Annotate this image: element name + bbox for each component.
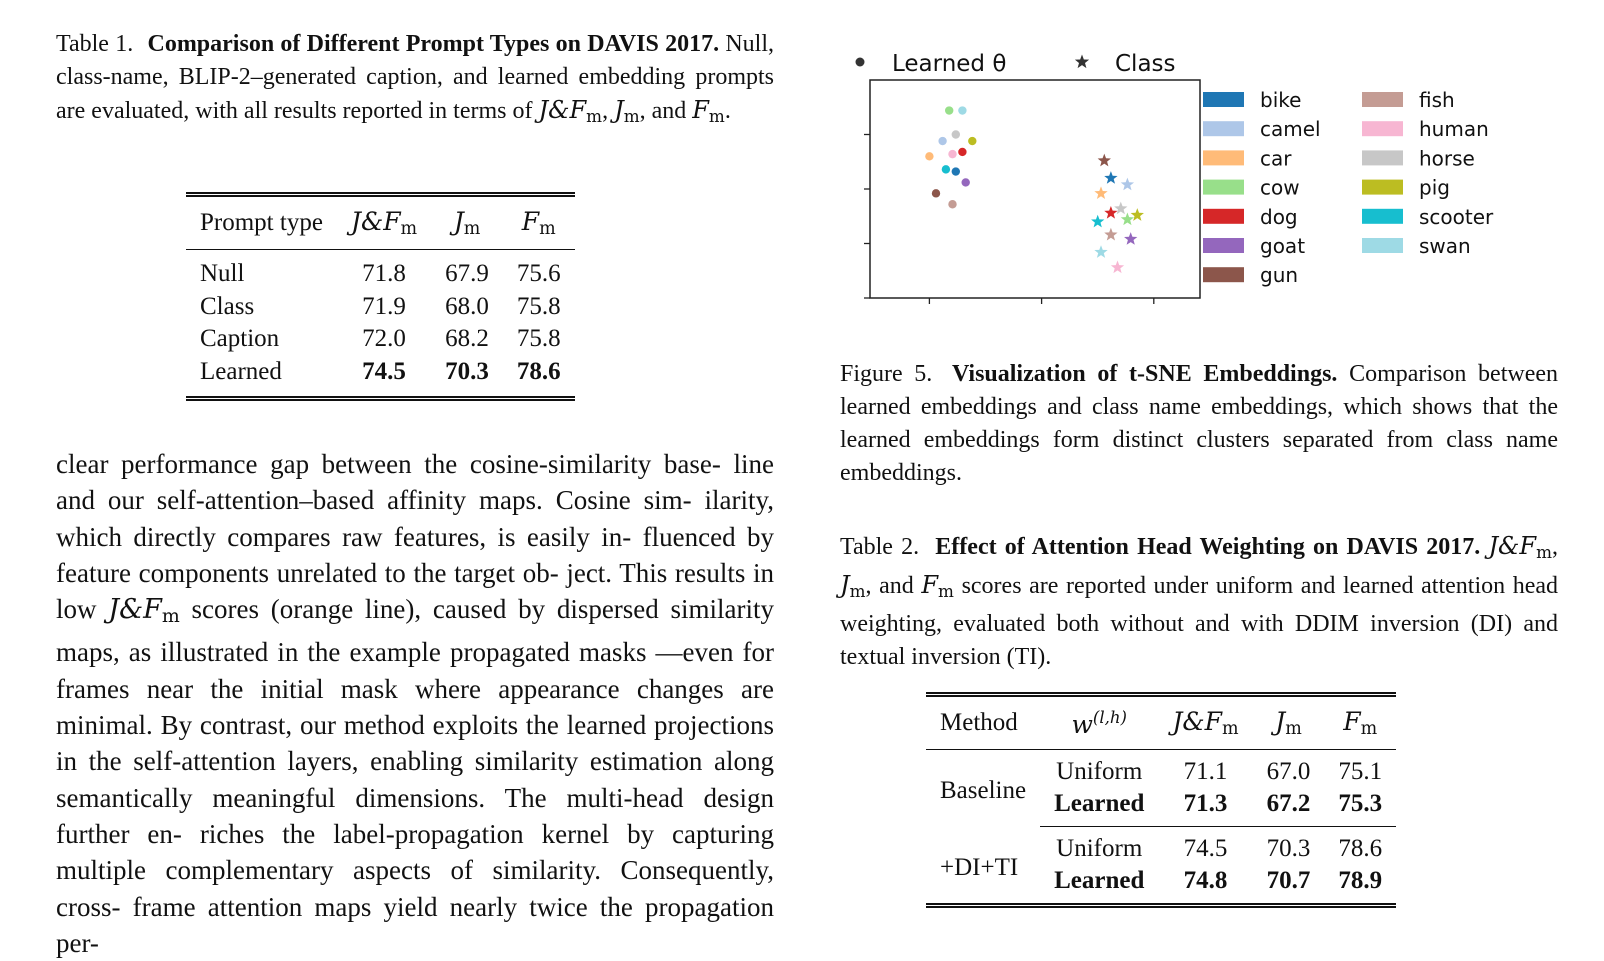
legend-label-car: car <box>1260 146 1292 171</box>
t2-cell-f: 78.6 <box>1338 835 1383 862</box>
legend-label-swan: swan <box>1419 234 1471 258</box>
table1 <box>186 192 575 401</box>
learned-point-swan <box>958 106 966 114</box>
learned-point-camel <box>938 137 946 145</box>
t1-cell-jf: 72.0 <box>362 325 406 353</box>
legend-learned-label: Learned θ <box>892 51 1007 77</box>
legend-label-camel: camel <box>1260 117 1321 142</box>
table1-desc: Null, class-name, BLIP-2–generated caption, and learned embedding prompts are evaluated, with all results reported in terms of <box>56 31 775 124</box>
class-point-bike <box>1104 171 1117 184</box>
legend-label-dog: dog <box>1260 204 1298 229</box>
legend-label-human: human <box>1419 117 1489 142</box>
legend-swatch-dog <box>1203 209 1244 224</box>
legend-swatch-fish <box>1362 92 1403 107</box>
t2-cell-f: 75.1 <box>1338 758 1383 785</box>
body-paragraph: clear performance gap between the cosine-similarity base- line and our self-attention–based affinity maps. Cosine sim- ilarity, which directly compares raw features, is easily in- fluenced by feature components unrelated to the target ob- ject. This results in low $J\&F_m$ scores (orange line), caused by dispersed similarity maps, as illustrated in the example propagated masks —even for frames near the initial mask where appearance changes are minimal. By contrast, our method exploits the learned projections in the self-attention layers, enabling similarity estimation along semantically meaningful dimensions. The multi-head design further en- riches the label-propagation kernel by capturing multiple complementary aspects of similarity. Consequently, cross- frame attention maps yield nearly twice the propagation per- <box>56 449 775 958</box>
t1-cell-f: 75.8 <box>516 325 561 353</box>
t2-header-jf: $J\&F_m$ <box>1158 695 1252 750</box>
plot-frame <box>870 80 1200 298</box>
table-row <box>186 323 575 356</box>
t2-cell-w: Uniform <box>1056 758 1143 785</box>
legend-label-goat: goat <box>1260 234 1306 258</box>
t2-header-f: $F_m$ <box>1324 695 1396 750</box>
figure5-title: Visualization of t-SNE Embeddings. <box>951 361 1338 387</box>
t2-cell-j: 67.2 <box>1253 788 1325 827</box>
legend-label-fish: fish <box>1419 88 1455 112</box>
table-row <box>186 291 575 324</box>
math-jf: $J\&F_m$ <box>538 96 603 126</box>
t1-cell-name: Class <box>200 292 255 320</box>
legend-swatch-pig <box>1362 180 1403 195</box>
legend-swatch-scooter <box>1362 209 1403 224</box>
t1-cell-jf: 74.5 <box>362 357 406 385</box>
table-row <box>926 827 1396 866</box>
learned-point-dog <box>958 148 966 156</box>
t1-cell-j: 67.9 <box>445 260 489 288</box>
legend-label-scooter: scooter <box>1419 204 1494 229</box>
learned-point-cow <box>945 106 953 114</box>
t2-cell-f: 78.9 <box>1338 867 1383 894</box>
legend-label-horse: horse <box>1419 146 1475 171</box>
math-f: $F_m$ <box>692 96 725 126</box>
t1-cell-name: Null <box>200 260 245 288</box>
table1-label: Table 1. <box>56 31 134 57</box>
class-point-camel <box>1121 178 1134 191</box>
class-point-scooter <box>1091 215 1104 228</box>
learned-point-pig <box>968 137 976 145</box>
table1-caption: Table 1. Comparison of Different Prompt Types on DAVIS 2017. Null, class-name, BLIP-2–generated caption, and learned embedding prompts are evaluated, with all results reported in terms of $J\&F_m$, $J_m$, and $F_m$. <box>56 31 775 126</box>
t2-cell-jf: 71.3 <box>1158 788 1252 827</box>
legend-swatch-goat <box>1203 238 1244 253</box>
learned-point-car <box>925 152 933 160</box>
class-point-fish <box>1104 228 1117 241</box>
table2-caption: Table 2. Effect of Attention Head Weighting on DAVIS 2017. $J\&F_m$, $J_m$, and $F_m$ scores are reported under uniform and learned attention head weighting, evaluated both without and with DDIM inversion (DI) and textual inversion (TI). <box>840 532 1559 670</box>
learned-point-gun <box>932 189 940 197</box>
table2-title: Effect of Attention Head Weighting on DAVIS 2017. <box>935 534 1481 560</box>
legend-label-pig: pig <box>1419 175 1450 200</box>
t2-cell-jf: 71.1 <box>1183 758 1228 785</box>
t1-cell-j: 70.3 <box>445 357 489 385</box>
table2-desc: scores are reported under uniform and learned attention head weighting, evaluated both without and with DDIM inversion (DI) and textual inversion (TI). <box>840 573 1559 670</box>
legend-swatch-car <box>1203 150 1244 165</box>
legend-class-label: Class <box>1115 51 1176 77</box>
t1-cell-name: Learned <box>200 357 282 385</box>
legend-swatch-swan <box>1362 238 1403 253</box>
class-point-human <box>1111 260 1124 273</box>
figure5-caption <box>840 358 1558 490</box>
legend-swatch-cow <box>1203 180 1244 195</box>
class-point-horse <box>1114 202 1127 215</box>
legend-label-cow: cow <box>1260 175 1300 200</box>
class-point-cow <box>1121 213 1134 226</box>
t1-header-jf: $J\&F_m$ <box>337 195 431 250</box>
t1-header-j: $J_m$ <box>431 195 503 250</box>
t2-cell-jf: 74.8 <box>1183 867 1228 894</box>
math-j: $J_m$ <box>614 96 640 126</box>
learned-point-fish <box>948 200 956 208</box>
legend-swatch-bike <box>1203 92 1244 107</box>
t2-cell-j: 70.3 <box>1266 835 1311 862</box>
math-j: $J_m$ <box>840 571 866 601</box>
learned-point-bike <box>952 167 960 175</box>
t2-header-weight: $w^{(l,h)}$ <box>1040 695 1158 750</box>
legend-label-gun: gun <box>1260 263 1299 288</box>
learned-point-horse <box>952 130 960 138</box>
t2-cell-f: 75.3 <box>1324 788 1396 827</box>
table2-label: Table 2. <box>840 534 920 560</box>
t2-cell-j: 70.7 <box>1266 867 1311 894</box>
legend-swatch-human <box>1362 121 1403 136</box>
legend-swatch-horse <box>1362 150 1403 165</box>
learned-point-goat <box>962 178 970 186</box>
table2 <box>926 692 1396 908</box>
t1-header-prompt: Prompt type <box>186 195 337 250</box>
t1-cell-name: Caption <box>200 325 280 353</box>
t2-header-method: Method <box>926 695 1040 750</box>
t1-cell-jf: 71.9 <box>362 292 406 320</box>
learned-point-human <box>948 150 956 158</box>
class-point-gun <box>1098 154 1111 167</box>
legend-swatch-gun <box>1203 267 1244 282</box>
t2-cell-jf: 74.5 <box>1183 835 1228 862</box>
t1-cell-f: 75.8 <box>516 292 561 320</box>
t2-cell-w: Learned <box>1040 788 1158 827</box>
t2-cell-method: Baseline <box>940 777 1027 805</box>
legend-label-bike: bike <box>1260 88 1302 112</box>
legend-star-icon <box>1075 55 1089 69</box>
table-row <box>186 250 575 291</box>
tsne-figure <box>840 40 1558 330</box>
learned-point-scooter <box>942 165 950 173</box>
table-row <box>926 750 1396 789</box>
class-point-dog <box>1104 206 1117 219</box>
t1-header-f: $F_m$ <box>503 195 575 250</box>
t1-cell-f: 78.6 <box>516 357 561 385</box>
t1-cell-jf: 71.8 <box>362 260 406 288</box>
math-jf: $J\&F_m$ <box>1488 532 1552 562</box>
class-point-swan <box>1094 245 1107 258</box>
t1-cell-j: 68.2 <box>445 325 489 353</box>
t1-cell-f: 75.6 <box>516 260 561 288</box>
t2-cell-w: Learned <box>1054 867 1145 894</box>
legend-swatch-camel <box>1203 121 1244 136</box>
t2-cell-j: 67.0 <box>1266 758 1311 785</box>
tsne-plot <box>840 40 1558 330</box>
class-point-car <box>1094 186 1107 199</box>
math-f: $F_m$ <box>921 571 954 601</box>
t2-cell-method: +DI+TI <box>940 853 1019 881</box>
table1-title: Comparison of Different Prompt Types on DAVIS 2017. <box>147 31 720 57</box>
figure5-label: Figure 5. <box>840 361 933 387</box>
figure5-desc: Comparison between learned embeddings and class name embeddings, which shows that the learned embeddings form distinct clusters separated from class name embeddings. <box>840 361 1559 486</box>
t1-cell-j: 68.0 <box>445 292 489 320</box>
math-jf: $J\&F_m$ <box>108 594 180 628</box>
t2-cell-w: Uniform <box>1056 835 1143 862</box>
table-row <box>186 356 575 399</box>
class-point-goat <box>1124 232 1137 245</box>
legend-circle-icon <box>856 58 865 67</box>
t2-header-j: $J_m$ <box>1253 695 1325 750</box>
class-point-pig <box>1131 208 1144 221</box>
